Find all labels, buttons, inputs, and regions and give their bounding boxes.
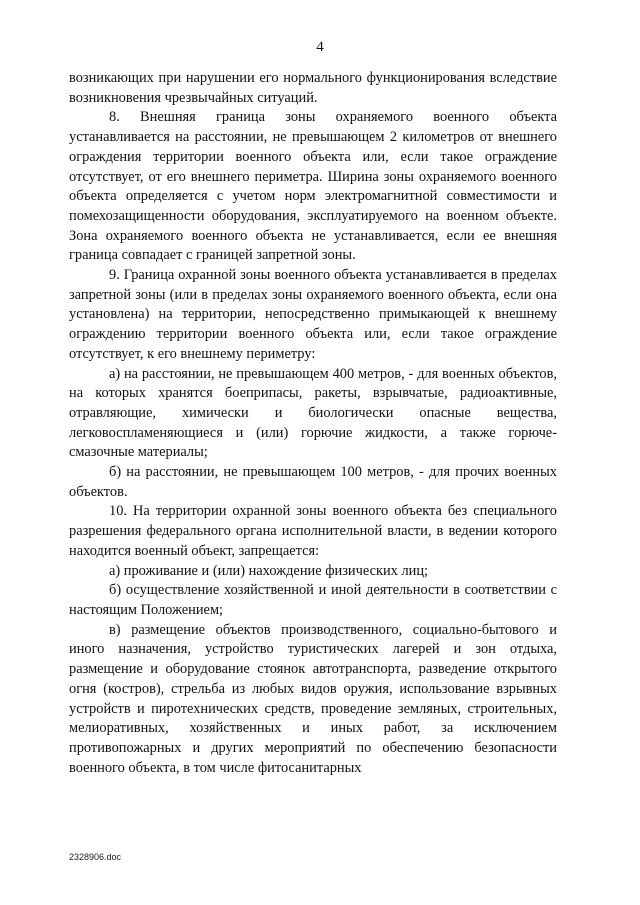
paragraph-item-10: 10. На территории охранной зоны военного объекта без специального разрешения федерального органа исполнительной власти, в ведении которого находится военный объект, запрещается: [69,503,557,559]
paragraph-item-9: 9. Граница охранной зоны военного объекта устанавливается в пределах запретной зоны (или в пределах зоны охраняемого военного объекта, если она установлена) на территории, непосредственно примыкающей к внешнему ограждению территории военного объекта или, если такое ограждение отсутствует, к его внешнему периметру: [69,267,557,362]
paragraph-continuation: возникающих при нарушении его нормального функционирования вследствие возникновения чрезвычайных ситуаций. [69,70,557,106]
paragraph-item-8: 8. Внешняя граница зоны охраняемого военного объекта устанавливается на расстоянии, не превышающем 2 километров от внешнего ограждения территории военного объекта или, если такое ограждение отсутствует, от его внешнего периметра. Ширина зоны охраняемого военного объекта определяется с учетом норм электромагнитной совместимости и помехозащищенности оборудования, эксплуатируемого на военном объекте. Зона охраняемого военного объекта не устанавливается, если ее внешняя граница совпадает с границей запретной зоны. [69,109,557,264]
paragraph-item-9a: а) на расстоянии, не превышающем 400 метров, - для военных объектов, на которых хранятся боеприпасы, ракеты, взрывчатые, радиоактивные, отравляющие, химически и биологически опасные вещества, легковоспламеняющиеся и (или) горючие жидкости, а также горюче-смазочные материалы; [69,365,557,461]
document-body [69,69,557,778]
paragraph-item-10c: в) размещение объектов производственного, социально-бытового и иного назначения, устройство туристических лагерей и зон отдыха, размещение и оборудование стоянок автотранспорта, разведение открытого огня (костров), стрельба из любых видов оружия, использование взрывных устройств и пиротехнических средств, проведение земляных, строительных, мелиоративных, хозяйственных и иных работ, за исключением противопожарных и других мероприятий по обеспечению безопасности военного объекта, в том числе фитосанитарных [69,621,557,776]
footer-filename: 2328906.doc [69,852,122,862]
page-number: 4 [316,39,324,55]
paragraph-item-10a: а) проживание и (или) нахождение физических лиц; [109,562,429,579]
paragraph-item-9b: б) на расстоянии, не превышающем 100 метров, - для прочих военных объектов. [69,464,557,500]
paragraph-item-10b: б) осуществление хозяйственной и иной деятельности в соответствии с настоящим Положением; [69,582,557,618]
